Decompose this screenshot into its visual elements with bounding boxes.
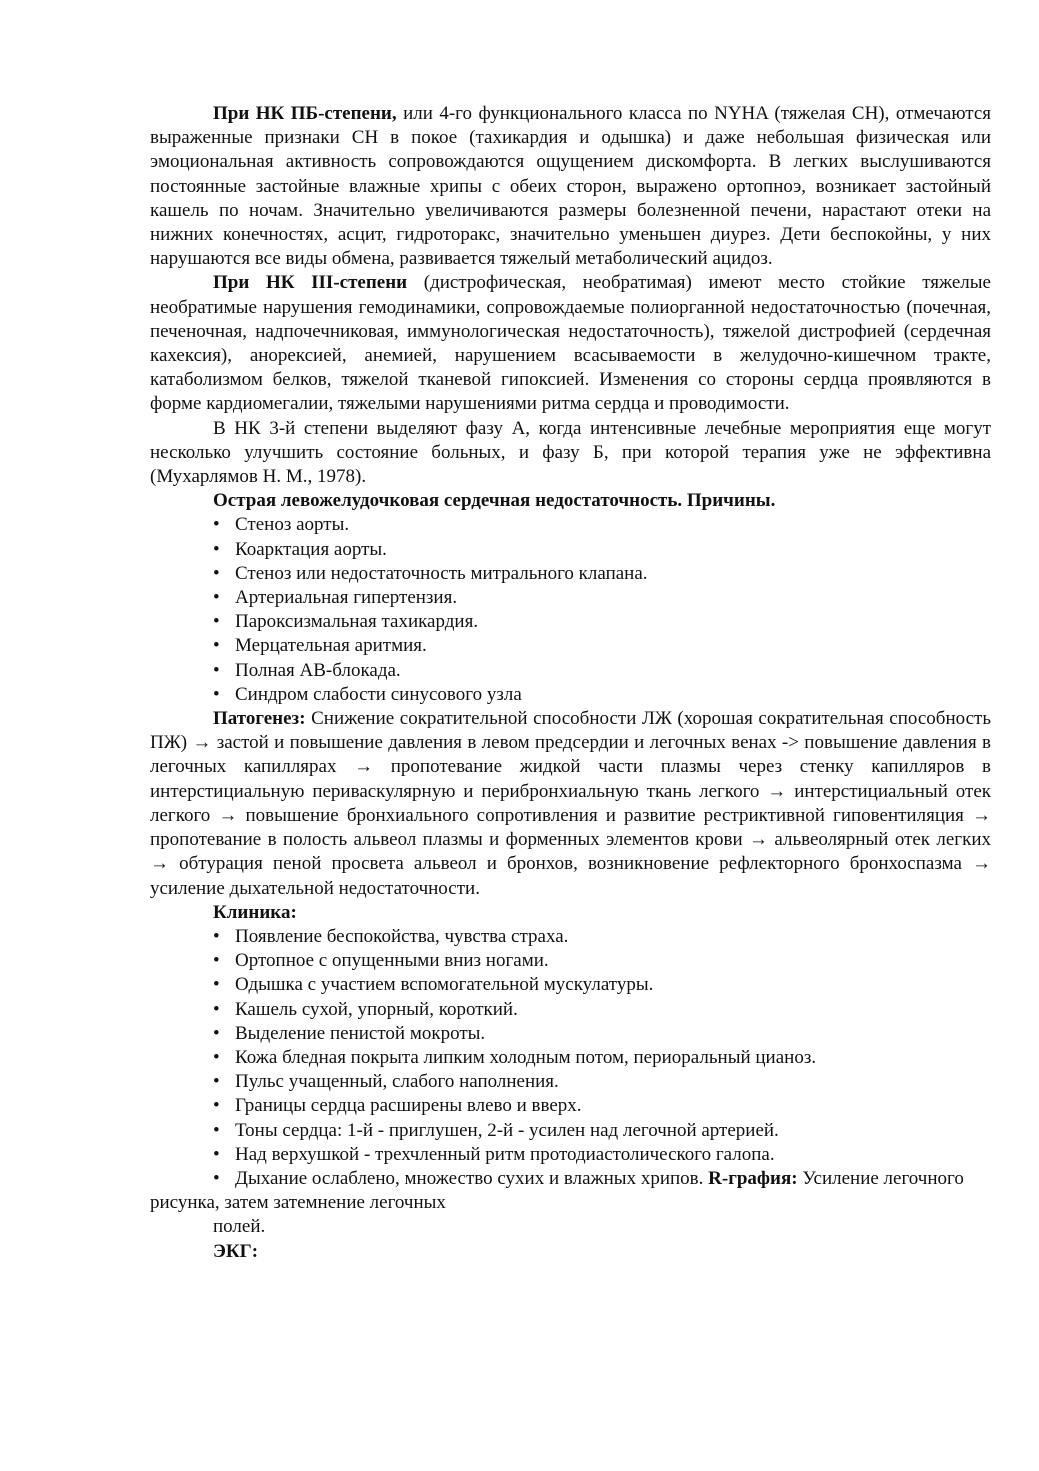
list-item: • Стеноз аорты. [213, 513, 991, 537]
list-item: • Тоны сердца: 1-й - приглушен, 2-й - усилен над легочной артерией. [213, 1119, 991, 1143]
list-item: • Выделение пенистой мокроты. [213, 1022, 991, 1046]
bullet-icon: • [213, 611, 220, 633]
list-item-text: Дыхание ослаблено, множество сухих и влажных хрипов. [235, 1167, 709, 1189]
bullet-icon: • [213, 635, 220, 657]
rgraph-text: Усиление легочного рисунка, затем затемнение легочных [150, 1167, 964, 1214]
bullet-icon: • [213, 974, 220, 996]
list-item: • Полная АВ-блокада. [213, 659, 991, 683]
ekg-heading: ЭКГ: [213, 1240, 259, 1262]
list-item: • Одышка с участием вспомогательной мускулатуры. [213, 973, 991, 997]
list-item: • Появление беспокойства, чувства страха. [213, 925, 991, 949]
bullet-icon: • [213, 950, 220, 972]
bullet-icon: • [213, 1119, 220, 1141]
paragraph-nk-3 [150, 271, 991, 416]
paragraph-nk-2b [150, 102, 991, 271]
rgraph-continuation: полей. [213, 1216, 266, 1238]
bullet-icon: • [213, 514, 220, 536]
list-item: • Границы сердца расширены влево и вверх. [213, 1094, 991, 1118]
paragraph-pathogenesis [150, 707, 991, 901]
list-item: • Над верхушкой - трехчленный ритм протодиастолического галопа. [213, 1143, 991, 1167]
paragraph-lead: При НК III-степени [213, 272, 408, 294]
list-item: • Мерцательная аритмия. [213, 634, 991, 658]
paragraph-text: (дистрофическая, необратимая) имеют место стойкие тяжелые необратимые нарушения гемодинамики, сопровождаемые полиорганной недостаточностью (почечная, печеночная, надпочечниковая, иммунологическая недостаточность), тяжелой дистрофией (сердечная кахексия), анорексией, анемией, нарушением всасываемости в желудочно-кишечном тракте, катаболизмом белков, тяжелой тканевой гипоксией. Изменения со стороны сердца проявляются в форме кардиомегалии, тяжелыми нарушениями ритма сердца и проводимости. [150, 272, 991, 415]
document-page [150, 102, 991, 1264]
paragraph-text: Снижение сократительной способности ЛЖ (хорошая сократительная способность ПЖ) → застой и повышение давления в левом предсердии и легочных венах -> повышение давления в легочных капиллярах → пропотевание жидкой части плазмы через стенку капилляров в интерстициальную периваскулярную и перибронхиальную ткань легкого → интерстициальный отек легкого → повышение бронхиального сопротивления и развитие рестриктивной гиповентиляция → пропотевание в полость альвеол плазмы и форменных элементов крови → альвеолярный отек легких → обтурация пеной просвета альвеол и бронхов, возникновение рефлекторного бронхоспазма → усиление дыхательной недостаточности. [150, 708, 991, 899]
bullet-icon: • [213, 683, 220, 705]
bullet-icon: • [213, 659, 220, 681]
list-item: • Стеноз или недостаточность митрального клапана. [213, 562, 991, 586]
list-item: • Пароксизмальная тахикардия. [213, 610, 991, 634]
clinic-heading: Клиника: [213, 901, 297, 923]
list-item: • Ортопное с опущенными вниз ногами. [213, 949, 991, 973]
bullet-icon: • [213, 587, 220, 609]
list-item: • Синдром слабости синусового узла [213, 683, 991, 707]
bullet-icon: • [213, 998, 220, 1020]
bullet-icon: • [213, 1071, 220, 1093]
bullet-icon: • [213, 1022, 220, 1044]
list-item: • Коарктация аорты. [213, 538, 991, 562]
paragraph-nk-3-phases: В НК 3-й степени выделяют фазу А, когда интенсивные лечебные мероприятия еще могут несколько улучшить состояние больных, и фазу Б, при которой терапия уже не эффективна (Мухарлямов Н. М., 1978). [150, 417, 991, 488]
clinic-last-item [150, 1167, 991, 1215]
bullet-icon: • [213, 538, 220, 560]
bullet-icon: • [213, 1143, 220, 1165]
rgraph-lead: R-графия: [708, 1167, 798, 1189]
paragraph-text: или 4-го функционального класса по NYHA (тяжелая СН), отмечаются выраженные признаки СН в покое (тахикардия и одышка) и даже небольшая физическая или эмоциональная активность сопровождаются ощущением дискомфорта. В легких выслушиваются постоянные застойные влажные хрипы с обеих сторон, выражено ортопноэ, возникает застойный кашель по ночам. Значительно увеличиваются размеры болезненной печени, нарастают отеки на нижних конечностях, асцит, гидроторакс, значительно уменьшен диурез. Дети беспокойны, у них нарушаются все виды обмена, развивается тяжелый метаболический ацидоз. [150, 103, 991, 270]
causes-list [150, 513, 991, 707]
paragraph-lead: При НК ПБ-степени, [213, 103, 397, 124]
list-item: • Кашель сухой, упорный, короткий. [213, 998, 991, 1022]
paragraph-lead: Патогенез: [213, 708, 306, 730]
list-item: • Пульс учащенный, слабого наполнения. [213, 1070, 991, 1094]
bullet-icon: • [213, 925, 220, 947]
bullet-icon: • [213, 562, 220, 584]
bullet-icon: • [213, 1046, 220, 1068]
list-item: • Артериальная гипертензия. [213, 586, 991, 610]
list-item: • Кожа бледная покрыта липким холодным потом, периоральный цианоз. [213, 1046, 991, 1070]
bullet-icon: • [213, 1167, 220, 1189]
bullet-icon: • [213, 1095, 220, 1117]
causes-heading: Острая левожелудочковая сердечная недостаточность. Причины. [213, 490, 776, 512]
clinic-list [150, 925, 991, 1167]
